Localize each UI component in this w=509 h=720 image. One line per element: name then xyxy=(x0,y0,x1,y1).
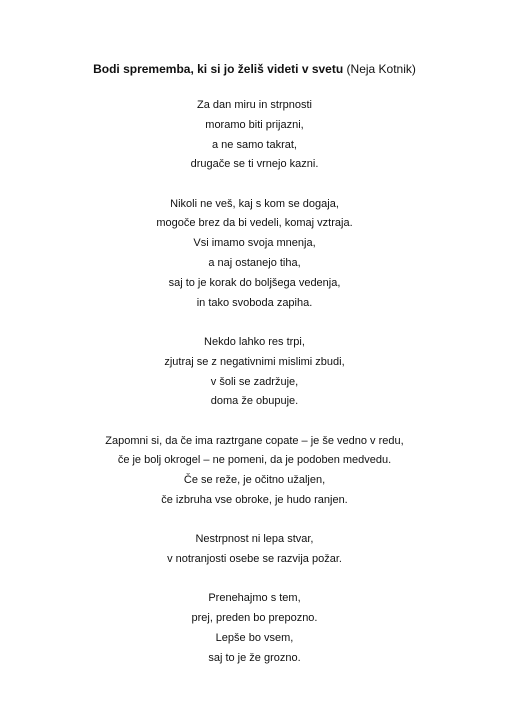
poem-body xyxy=(0,96,509,688)
poem-title-text: Bodi sprememba, ki si jo želiš videti v svetu xyxy=(93,62,344,76)
poem-line: Nekdo lahko res trpi, xyxy=(204,335,305,348)
poem-author: (Neja Kotnik) xyxy=(346,62,416,76)
poem-line: Lepše bo vsem, xyxy=(215,632,294,645)
stanza xyxy=(0,96,509,175)
poem-line: a ne samo takrat, xyxy=(212,138,297,151)
poem-line: Nestrpnost ni lepa stvar, xyxy=(195,533,314,546)
stanza xyxy=(0,195,509,314)
poem-line: v notranjosti osebe se razvija požar. xyxy=(167,553,342,566)
poem-line: mogoče brez da bi vedeli, komaj vztraja. xyxy=(156,217,353,230)
poem-line: Nikoli ne veš, kaj s kom se dogaja, xyxy=(170,197,339,210)
poem-line: v šoli se zadržuje, xyxy=(210,375,299,388)
poem-line: če izbruha vse obroke, je hudo ranjen. xyxy=(161,494,348,507)
poem-line: Vsi imamo svoja mnenja, xyxy=(193,237,316,250)
poem-line: doma že obupuje. xyxy=(210,395,299,408)
stanza xyxy=(0,432,509,511)
stanza xyxy=(0,333,509,412)
poem-line: če je bolj okrogel – ne pomeni, da je podoben medvedu. xyxy=(117,454,392,467)
poem-line: Za dan miru in strpnosti xyxy=(197,99,312,111)
poem-line: in tako svoboda zapiha. xyxy=(196,296,313,309)
poem-line: Zapomni si, da če ima raztrgane copate – je še vedno v redu, xyxy=(105,434,404,447)
poem-line: saj to je že grozno. xyxy=(208,651,301,664)
poem-line: saj to je korak do boljšega vedenja, xyxy=(168,276,341,289)
stanza xyxy=(0,530,509,570)
poem-line: a naj ostanejo tiha, xyxy=(208,257,301,270)
poem-line: moramo biti prijazni, xyxy=(205,118,304,131)
poem-title xyxy=(0,61,509,77)
poem-line: Prenehajmo s tem, xyxy=(208,592,301,605)
stanza xyxy=(0,589,509,668)
poem-line: drugače se ti vrnejo kazni. xyxy=(190,158,319,171)
poem-line: zjutraj se z negativnimi mislimi zbudi, xyxy=(164,355,345,368)
poem-line: Če se reže, je očitno užaljen, xyxy=(183,474,326,487)
poem-line: prej, preden bo prepozno. xyxy=(191,612,318,625)
